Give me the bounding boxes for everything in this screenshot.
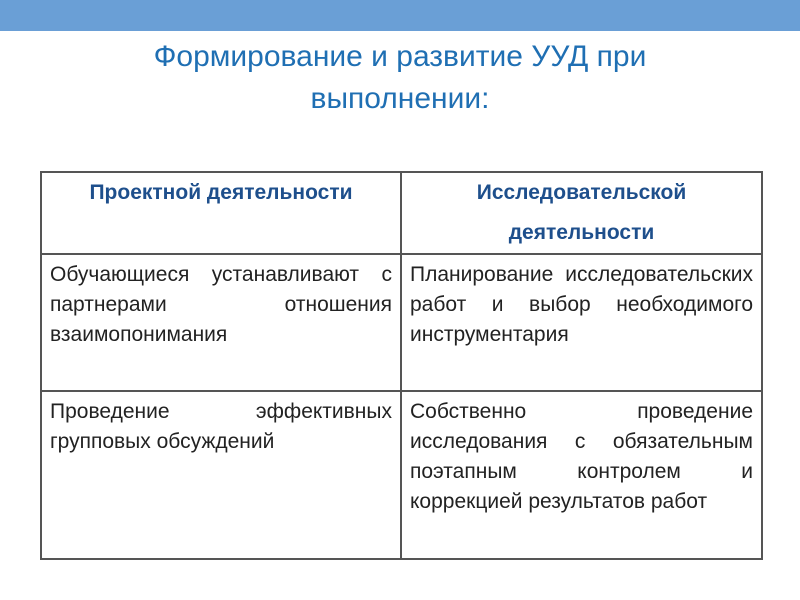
slide-title-line2: выполнении:	[310, 82, 490, 115]
comparison-table	[40, 171, 763, 560]
header-project-activity: Проектной деятельности	[41, 172, 401, 254]
header-research-activity: Исследовательской деятельности	[401, 172, 762, 254]
table-row	[41, 254, 762, 391]
table-cell: Планирование исследовательских работ и выбор необходимого инструментария	[401, 254, 762, 391]
table-row	[41, 391, 762, 559]
slide-title-line1: Формирование и развитие УУД при	[153, 40, 647, 73]
slide-title	[0, 36, 800, 120]
table-cell: Собственно проведение исследования с обязательным поэтапным контролем и коррекцией результатов работ	[401, 391, 762, 559]
table-cell: Обучающиеся устанавливают с партнерами отношения взаимопонимания	[41, 254, 401, 391]
top-accent-bar	[0, 0, 800, 31]
table-cell: Проведение эффективных групповых обсуждений	[41, 391, 401, 559]
table-header-row	[41, 172, 762, 254]
